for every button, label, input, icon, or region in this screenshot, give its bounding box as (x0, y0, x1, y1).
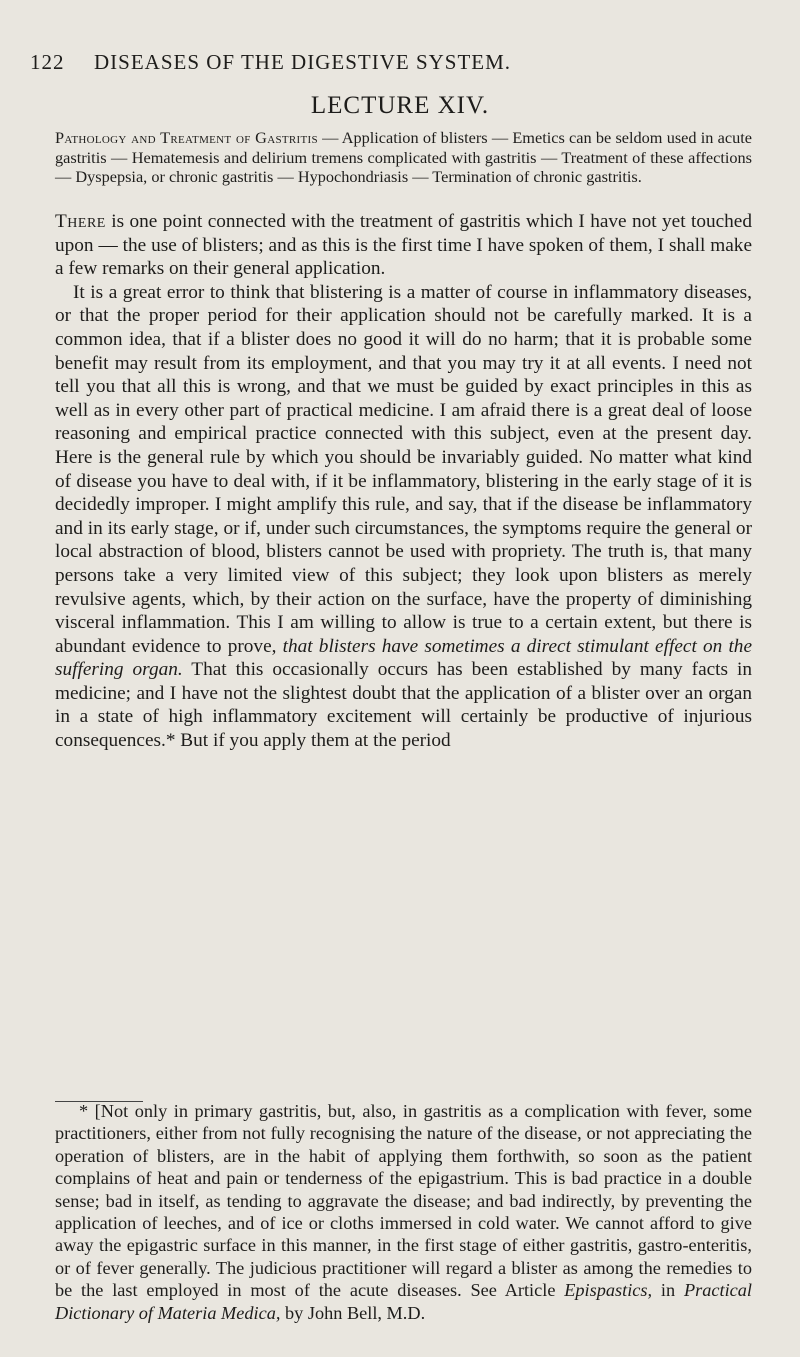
footnote-article-title: Epispastics, (564, 1280, 653, 1301)
paragraph-1 (55, 210, 752, 281)
lecture-summary (55, 128, 752, 187)
summary-lead: Pathology and Treatment of Gastritis (55, 128, 318, 147)
footnote-text (55, 1100, 752, 1324)
lecture-title: LECTURE XIV. (310, 92, 490, 119)
footnote-book-title: Practical Dictionary of Materia Medica, (55, 1280, 752, 1323)
paragraph-2-text-b: That this occasionally occurs has been established by many facts in medicine; and I have not the slightest doubt that the application of a blister over an organ in a state of high inflammatory excitement will certainly be productive of injurious consequences.* But if you apply them at the period (55, 659, 752, 752)
body-text (55, 210, 752, 753)
paragraph-2-emphasis: that blisters have sometimes a direct stimulant effect on the suffering organ. (55, 635, 752, 681)
paragraph-1-lead: There (55, 211, 106, 232)
footnote-body: * [Not only in primary gastritis, but, also, in gastritis as a complication with fever, some practitioners, either from not fully recognising the nature of the disease, or not appreciating the operation of blisters, are in the habit of applying them forthwith, so soon as the patient complains of heat and pain or tenderness of the epigastrium. This is bad practice in a double sense; bad in itself, as tending to aggravate the disease; and bad indirectly, by preventing the application of leeches, and of ice or cloths immersed in cold water. We cannot afford to give away the epigastric surface in this manner, in the first stage of either gastritis, gastro-enteritis, or of fever generally. The judicious practitioner will regard a blister as among the remedies to be the last employed in most of the acute diseases. See Article (55, 1101, 752, 1301)
paragraph-2 (55, 281, 752, 753)
paragraph-2-text-a: It is a great error to think that blistering is a matter of course in inflammatory diseases, or that the proper period for their application should not be carefully marked. It is a common idea, that if a blister does no good it will do no harm; that it is probable some benefit may result from its employment, and that you may try it at all events. I need not tell you that all this is wrong, and that we must be guided by exact principles in this as well as in every other part of practical medicine. I am afraid there is a great deal of loose reasoning and empirical practice connected with this subject, even at the present day. Here is the general rule by which you should be invariably guided. No matter what kind of disease you have to deal with, if it be inflammatory, blistering in the early stage of it is decidedly improper. I might amplify this rule, and say, that if the disease be inflammatory and in its early stage, or if, under such circumstances, the symptoms require the general or local abstraction of blood, blisters cannot be used with propriety. The truth is, that many persons take a very limited view of this subject; they look upon blisters as merely revulsive agents, which, by their action on the surface, have the property of diminishing visceral inflammation. This I am willing to allow is true to a certain extent, but there is abundant evidence to prove, (55, 281, 752, 657)
page-header (30, 50, 760, 75)
paragraph-1-text: is one point connected with the treatment of gastritis which I have not yet touched upon — the use of blisters; and as this is the first time I have spoken of them, I shall make a few remarks on their general application. (55, 211, 752, 280)
footnote-author: by John Bell, M.D. (280, 1302, 426, 1323)
footnote-in: in (652, 1280, 684, 1301)
summary-text: — Application of blisters — Emetics can be seldom used in acute gastritis — Hematemesis and delirium tremens complicated with gastritis — Treatment of these affections — Dyspepsia, or chronic gastritis — Hypochondriasis — Termination of chronic gastritis. (55, 128, 752, 186)
page-number: 122 (30, 50, 65, 74)
footnote (55, 1100, 752, 1324)
running-title: DISEASES OF THE DIGESTIVE SYSTEM. (94, 50, 512, 74)
